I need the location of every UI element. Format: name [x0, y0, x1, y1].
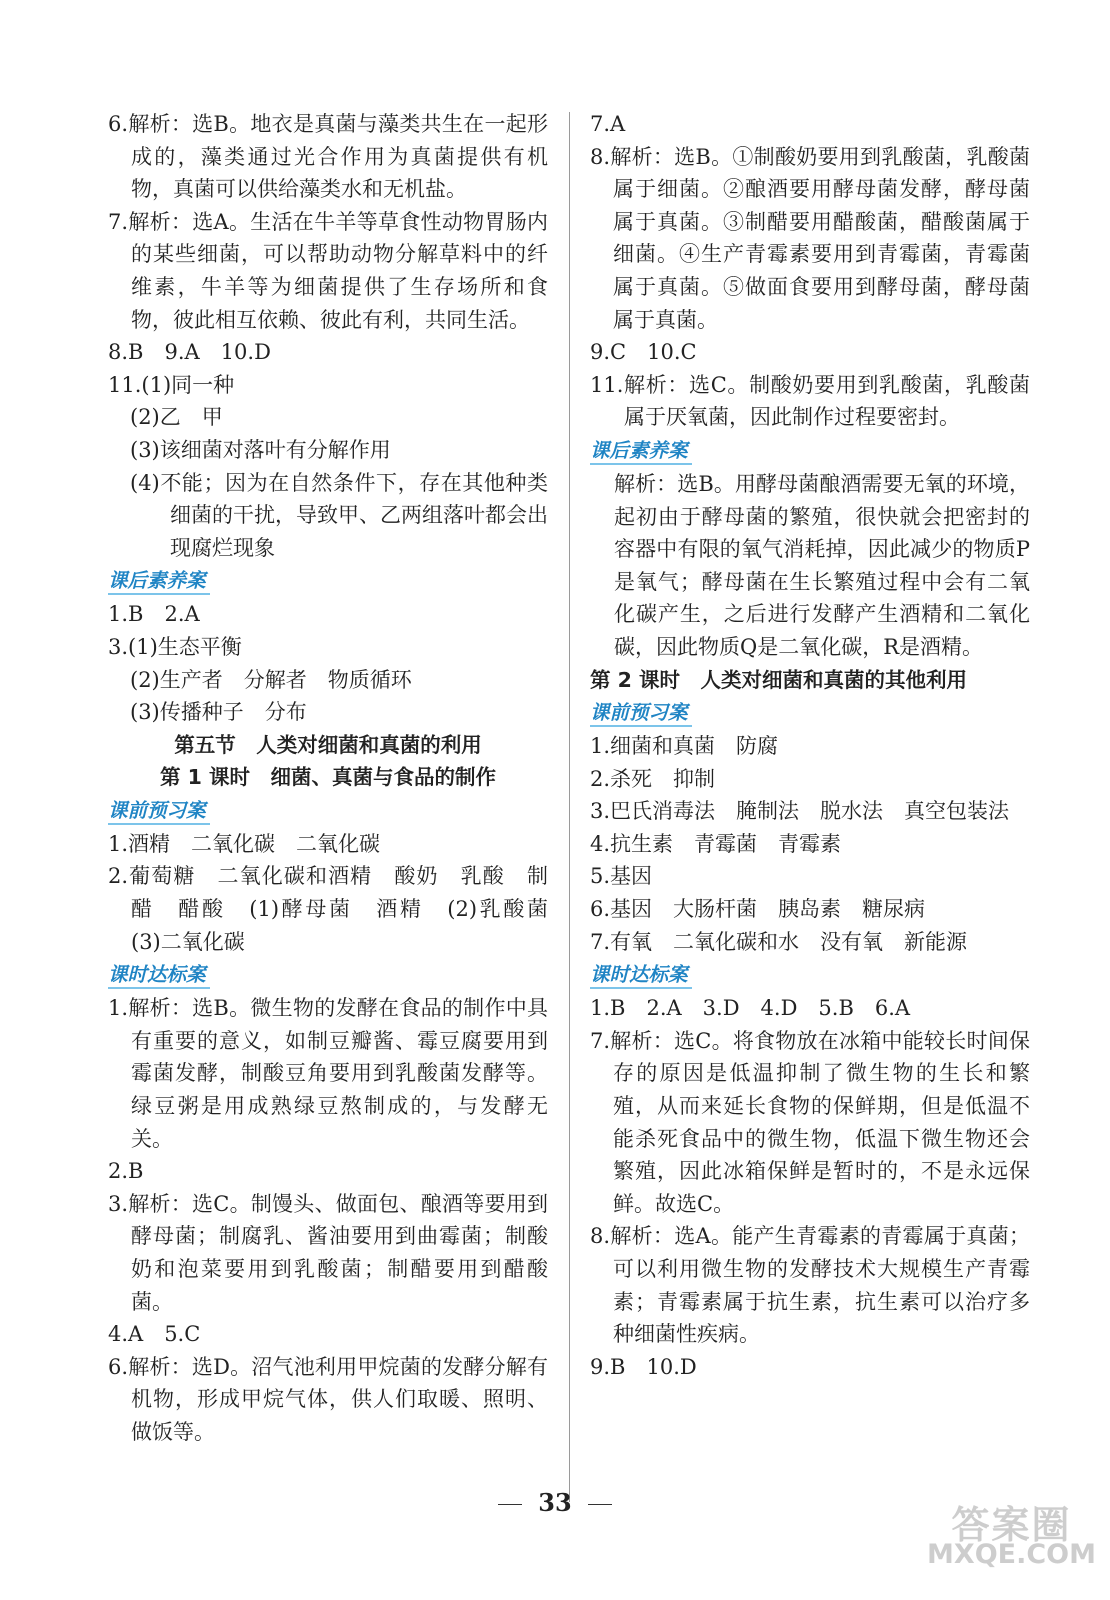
lesson-title-1: 第 1 课时 细菌、真菌与食品的制作	[159, 765, 497, 790]
watermark-site-text: MXQE.COM	[927, 1539, 1096, 1570]
answer-3-part-2: (2)生产者 分解者 物质循环	[130, 667, 412, 692]
class-answer-3: 3.解析：选C。制馒头、做面包、酿酒等要用到酵母菌；制腐乳、酱油要用到曲霉菌；制酸奶和泡菜要用到乳酸菌；制醋要用到醋酸菌。	[108, 1191, 548, 1314]
class-answer-8: 8.解析：选B。①制酸奶要用到乳酸菌，乳酸菌属于细菌。②酿酒要用酵母菌发酵，酵母菌属于真菌。③制醋要用醋酸菌，醋酸菌属于细菌。④生产青霉素要用到青霉菌，青霉菌属于真菌。⑤做面食要用到酵母菌，酵母菌属于真菌。	[590, 144, 1030, 332]
class-answer-1: 1.解析：选B。微生物的发酵在食品的制作中具有重要的意义，如制豆瓣酱、霉豆腐要用到霉菌发酵，制酸豆角要用到乳酸菌发酵等。绿豆粥是用成熟绿豆熬制成的，与发酵无关。	[108, 996, 548, 1151]
class-answers-4-5: 4.A 5.C	[108, 1322, 201, 1347]
preview2-answer-2: 2.杀死 抑制	[590, 766, 716, 791]
dash-left	[498, 1504, 522, 1505]
section-title-5: 第五节 人类对细菌和真菌的利用	[174, 732, 482, 757]
preview2-answer-6: 6.基因 大肠杆菌 胰岛素 糖尿病	[590, 897, 926, 922]
section-label-preview: 课前预习案	[108, 799, 210, 825]
preview2-answer-7: 7.有氧 二氧化碳和水 没有氧 新能源	[590, 929, 968, 954]
class2-answer-7: 7.解析：选C。将食物放在冰箱中能较长时间保存的原因是低温抑制了微生物的生长和繁殖，从而来延长食物的保鲜期，但是低温不能杀死食品中的微生物，低温下微生物还会繁殖，因此冰箱保鲜是暂时的，不是永远保鲜。故选C。	[590, 1028, 1030, 1216]
answer-3-part-1: 3.(1)生态平衡	[108, 634, 242, 659]
section-label-after-class: 课后素养案	[108, 569, 210, 595]
preview2-answer-5: 5.基因	[590, 864, 653, 889]
answer-11-part-2: (2)乙 甲	[130, 405, 223, 430]
column-divider	[569, 112, 570, 1502]
right-column	[590, 108, 1030, 1383]
answers-8-10: 8.B 9.A 10.D	[108, 340, 271, 365]
answer-3-part-3: (3)传播种子 分布	[130, 700, 307, 725]
class-answer-11: 11.解析：选C。制酸奶要用到乳酸菌，乳酸菌属于厌氧菌，因此制作过程要密封。	[590, 372, 1030, 430]
class2-answer-8: 8.解析：选A。能产生青霉素的青霉属于真菌；可以利用微生物的发酵技术大规模生产青霉素；青霉素属于抗生素，抗生素可以治疗多种细菌性疾病。	[590, 1224, 1030, 1347]
preview-answer-1: 1.酒精 二氧化碳 二氧化碳	[108, 831, 381, 856]
page-number-text: 33	[538, 1488, 572, 1517]
class2-answers-9-10: 9.B 10.D	[590, 1354, 697, 1379]
answer-11-part-1: 11.(1)同一种	[108, 372, 235, 397]
watermark-logo	[927, 1503, 1096, 1570]
answer-7: 7.解析：选A。生活在牛羊等草食性动物胃肠内的某些细菌，可以帮助动物分解草料中的纤维素，牛羊等为细菌提供了生存场所和食物，彼此相互依赖、彼此有利，共同生活。	[108, 209, 548, 332]
preview-answer-2: 2.葡萄糖 二氧化碳和酒精 酸奶 乳酸 制醋 醋酸 (1)酵母菌 酒精 (2)乳酸菌 (3)二氧化碳	[108, 864, 569, 954]
preview2-answer-4: 4.抗生素 青霉菌 青霉素	[590, 831, 842, 856]
preview2-answer-3: 3.巴氏消毒法 腌制法 脱水法 真空包装法	[590, 799, 1010, 824]
preview2-answer-1: 1.细菌和真菌 防腐	[590, 734, 779, 759]
answers-1-2: 1.B 2.A	[108, 602, 200, 627]
left-column	[108, 108, 569, 1449]
dash-right	[588, 1504, 612, 1505]
watermark-logo-text: 答案圈	[951, 1503, 1072, 1547]
after-class-analysis: 解析：选B。用酵母菌酿酒需要无氧的环境，起初由于酵母菌的繁殖，很快就会把密封的容器中有限的氧气消耗掉，因此减少的物质P是氧气；酵母菌在生长繁殖过程中会有二氧化碳产生，之后进行发酵产生酒精和二氧化碳，因此物质Q是二氧化碳，R是酒精。	[614, 471, 1030, 659]
section-label-preview-2: 课前预习案	[590, 701, 692, 727]
class-answers-9-10: 9.C 10.C	[590, 340, 697, 365]
class2-answers-1-6: 1.B 2.A 3.D 4.D 5.B 6.A	[590, 996, 911, 1021]
section-label-in-class-2: 课时达标案	[590, 963, 692, 989]
class-answer-6: 6.解析：选D。沼气池利用甲烷菌的发酵分解有机物，形成甲烷气体，供人们取暖、照明、做饭等。	[108, 1354, 548, 1444]
lesson-title-2: 第 2 课时 人类对细菌和真菌的其他利用	[590, 667, 968, 692]
section-label-in-class: 课时达标案	[108, 963, 210, 989]
answer-11-part-3: (3)该细菌对落叶有分解作用	[130, 437, 391, 462]
section-label-after-class-2: 课后素养案	[590, 439, 692, 465]
class-answer-2: 2.B	[108, 1159, 144, 1184]
class-answer-7: 7.A	[590, 112, 626, 136]
answer-6: 6.解析：选B。地衣是真菌与藻类共生在一起形成的，藻类通过光合作用为真菌提供有机物，真菌可以供给藻类水和无机盐。	[108, 112, 548, 202]
answer-11-part-4: (4)不能；因为在自然条件下，存在其他种类细菌的干扰，导致甲、乙两组落叶都会出现腐烂现象	[130, 470, 548, 560]
